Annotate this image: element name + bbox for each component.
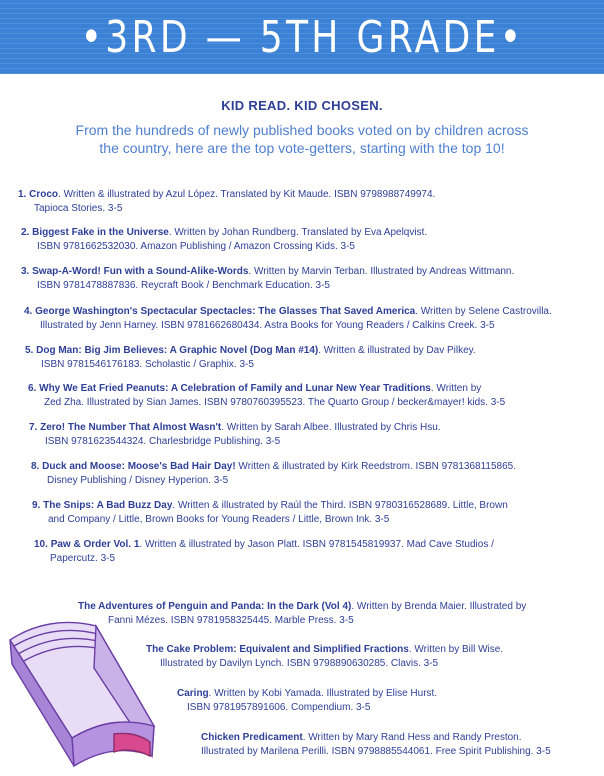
book-title: George Washington's Spectacular Spectacles: The Glasses That Saved America <box>35 306 416 317</box>
book-title: Caring <box>177 688 209 699</box>
list-item <box>201 731 551 759</box>
list-number: 4. <box>24 306 33 317</box>
book-details-line2: ISBN 9781957891606. Compendium. 3-5 <box>187 702 371 713</box>
book-title: Swap-A-Word! Fun with a Sound-Alike-Words <box>32 266 249 277</box>
book-details-line2: and Company / Little, Brown Books for Young Readers / Little, Brown Ink. 3-5 <box>48 514 390 525</box>
book-details-line2: Zed Zha. Illustrated by Sian James. ISBN 9780760395523. The Quarto Group / becker&mayer! kids. 3-5 <box>44 397 506 408</box>
list-item <box>177 687 437 715</box>
book-details: . Written & illustrated by Azul López. Translated by Kit Maude. ISBN 9798988749974. <box>58 189 436 200</box>
book-details: . Written by Johan Rundberg. Translated by Eva Apelqvist. <box>168 227 428 238</box>
book-details: Written & illustrated by Kirk Reedstrom. ISBN 9781368115865. <box>235 461 516 472</box>
book-details: . Written by Selene Castrovilla. <box>415 306 552 317</box>
book-details: . Written by Bill Wise. <box>408 644 504 655</box>
list-item <box>24 305 552 333</box>
book-details: . Written by Brenda Maier. Illustrated by <box>351 601 527 612</box>
book-title: Chicken Predicament <box>201 732 303 743</box>
list-number: 8. <box>31 461 40 472</box>
list-item <box>29 421 441 449</box>
book-title: Why We Eat Fried Peanuts: A Celebration of Family and Lunar New Year Traditions <box>39 383 431 394</box>
book-details-line2: Disney Publishing / Disney Hyperion. 3-5 <box>47 475 229 486</box>
book-title: Dog Man: Big Jim Believes: A Graphic Novel (Dog Man #14) <box>36 345 319 356</box>
tagline: KID READ. KID CHOSEN. <box>221 98 383 113</box>
list-item <box>21 226 427 254</box>
book-details: . Written by Sarah Albee. Illustrated by Chris Hsu. <box>221 422 441 433</box>
list-number: 9. <box>32 500 41 511</box>
book-details-line2: ISBN 9781623544324. Charlesbridge Publishing. 3-5 <box>45 436 281 447</box>
list-number: 6. <box>28 383 37 394</box>
list-number: 5. <box>25 345 34 356</box>
list-item <box>146 643 503 671</box>
list-item <box>18 188 435 216</box>
book-details-line2: ISBN 9781546176183. Scholastic / Graphix. 3-5 <box>41 359 254 370</box>
list-number: 7. <box>29 422 38 433</box>
book-title: The Cake Problem: Equivalent and Simplified Fractions <box>146 644 409 655</box>
intro-paragraph <box>52 121 552 157</box>
book-details: . Written & illustrated by Dav Pilkey. <box>318 345 476 356</box>
book-title: Croco <box>29 189 59 200</box>
book-details-line2: ISBN 9781662532030. Amazon Publishing / Amazon Crossing Kids. 3-5 <box>37 241 355 252</box>
book-title: The Adventures of Penguin and Panda: In the Dark (Vol 4) <box>78 601 352 612</box>
book-details: . Written & illustrated by Jason Platt. ISBN 9781545819937. Mad Cave Studios / <box>139 539 494 550</box>
book-details-line2: ISBN 9781478887836. Reycraft Book / Benchmark Education. 3-5 <box>37 280 330 291</box>
list-item <box>31 460 516 488</box>
book-details-line2: Fanni Mézes. ISBN 9781958325445. Marble Press. 3-5 <box>108 615 354 626</box>
intro-line-2: the country, here are the top vote-getters, starting with the top 10! <box>99 140 505 156</box>
list-item <box>28 382 505 410</box>
list-item <box>21 265 514 293</box>
list-item <box>25 344 476 372</box>
list-number: 2. <box>21 227 30 238</box>
book-details-line2: Illustrated by Davilyn Lynch. ISBN 9798890630285. Clavis. 3-5 <box>160 658 439 669</box>
intro-line-1: From the hundreds of newly published books voted on by children across <box>75 122 529 138</box>
list-number: 3. <box>21 266 30 277</box>
book-details-line2: Illustrated by Marilena Perilli. ISBN 9798885544061. Free Spirit Publishing. 3-5 <box>201 746 551 757</box>
list-item <box>32 499 508 527</box>
book-title: Zero! The Number That Almost Wasn't <box>40 422 222 433</box>
book-details: . Written by <box>430 383 482 394</box>
book-details: . Written & illustrated by Raúl the Third. ISBN 9780316528689. Little, Brown <box>172 500 508 511</box>
book-details: . Written by Mary Rand Hess and Randy Preston. <box>302 732 522 743</box>
list-number: 10. <box>34 539 48 550</box>
book-details-line2: Papercutz. 3-5 <box>50 553 116 564</box>
open-book-icon <box>4 606 164 776</box>
book-title: The Snips: A Bad Buzz Day <box>43 500 173 511</box>
book-title: Biggest Fake in the Universe <box>32 227 169 238</box>
book-details-line2: Illustrated by Jenn Harney. ISBN 9781662680434. Astra Books for Young Readers / Calkins Creek. 3-5 <box>40 320 495 331</box>
book-details: . Written by Marvin Terban. Illustrated by Andreas Wittmann. <box>248 266 515 277</box>
list-item <box>78 600 526 628</box>
header-banner <box>0 0 604 74</box>
book-title: Paw & Order Vol. 1 <box>50 539 140 550</box>
book-details: . Written by Kobi Yamada. Illustrated by Elise Hurst. <box>208 688 438 699</box>
list-number: 1. <box>18 189 27 200</box>
book-title: Duck and Moose: Moose's Bad Hair Day! <box>42 461 236 472</box>
book-details-line2: Tapioca Stories. 3-5 <box>34 203 123 214</box>
list-item <box>34 538 494 566</box>
page-title: •3RD — 5TH GRADE• <box>80 11 524 63</box>
